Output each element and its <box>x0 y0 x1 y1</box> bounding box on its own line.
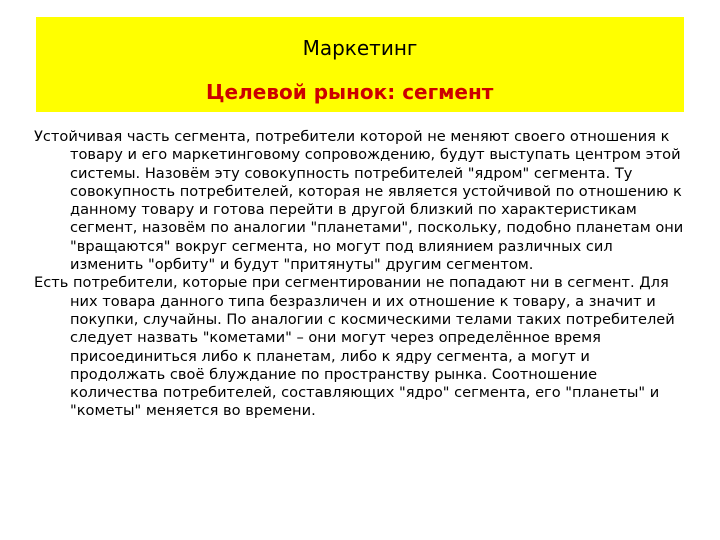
slide-body <box>30 128 685 421</box>
body-paragraph: Есть потребители, которые при сегментировании не попадают ни в сегмент. Для них товара данного типа безразличен и их отношение к товару, а значит и покупки, случайны. По аналогии с космическими телами таких потребителей следует назвать "кометами" – они могут через определённое время присоединиться либо к планетам, либо к ядру сегмента, а могут и продолжать своё блуждание по пространству рынка. Соотношение количества потребителей, составляющих "ядро" сегмента, его "планеты" и "кометы" меняется во времени. <box>34 274 675 420</box>
slide-title: Маркетинг <box>302 36 418 60</box>
body-paragraph: Устойчивая часть сегмента, потребители которой не меняют своего отношения к товару и его маркетинговому сопровождению, будут выступать центром этой системы. Назовём эту совокупность потребителей "ядром" сегмента. Ту совокупность потребителей, которая не является устойчивой по отношению к данному товару и готова перейти в другой близкий по характеристикам сегмент, назовём по аналогии "планетами", поскольку, подобно планетам они "вращаются" вокруг сегмента, но могут под влиянием различных сил изменить "орбиту" и будут "притянуты" другим сегментом. <box>34 128 684 274</box>
slide-subtitle: Целевой рынок: сегмент <box>206 80 494 104</box>
title-banner <box>36 17 684 112</box>
